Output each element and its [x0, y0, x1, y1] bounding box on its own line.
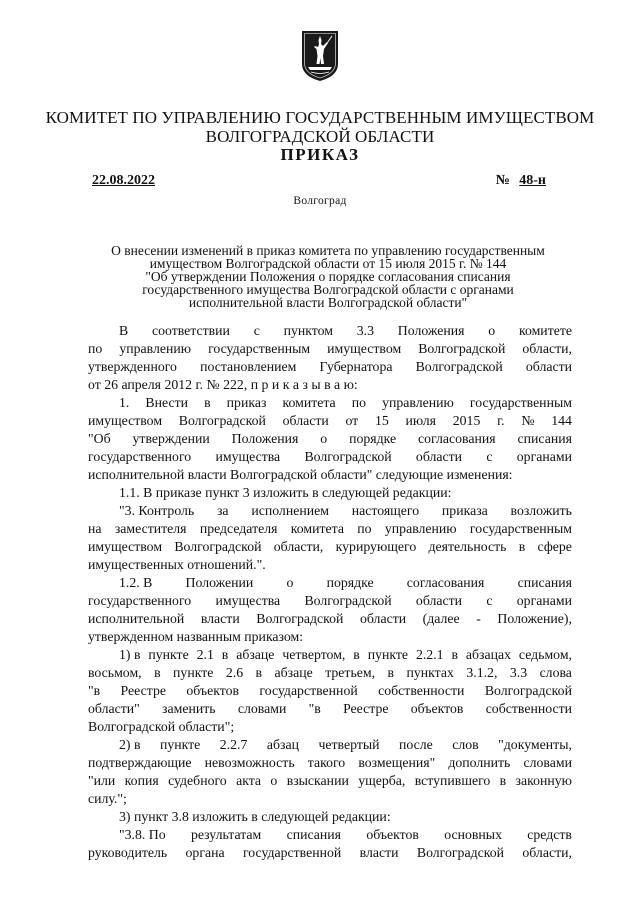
body-word: за — [216, 503, 229, 518]
body-word: дополнить — [448, 755, 511, 770]
body-word: области, — [522, 845, 572, 860]
body-word: законную — [515, 773, 572, 788]
body-word: власти — [359, 845, 399, 860]
body-line — [88, 664, 572, 682]
body-word: соответствии — [151, 323, 230, 338]
body-word: комитета — [282, 395, 336, 410]
body-line — [88, 484, 572, 502]
body-word: словами — [523, 755, 572, 770]
body-word: исполнением — [251, 503, 329, 518]
body-word: четвертый — [318, 737, 380, 752]
body-word: в — [518, 539, 526, 554]
body-word: "или — [88, 773, 116, 788]
body-word: "в — [308, 701, 321, 716]
body-word: государственного — [88, 449, 192, 464]
body-word: взыскании — [286, 773, 349, 788]
body-text: силу."; — [88, 791, 127, 806]
body-word: пунктах — [406, 665, 454, 680]
body-word: объектов — [366, 827, 419, 842]
body-word: органа — [185, 845, 225, 860]
body-word: области — [282, 413, 329, 428]
body-word: настоящего — [351, 503, 420, 518]
body-word: седьмом, — [518, 647, 572, 662]
body-word: результатам — [190, 827, 262, 842]
body-word: имуществом — [88, 539, 163, 554]
body-word: 3.1.2, — [466, 665, 498, 680]
body-word: комитете — [518, 323, 572, 338]
body-word: деятельность — [428, 539, 507, 554]
body-word: собственности — [378, 683, 465, 698]
body-word: 2015 — [452, 413, 481, 428]
body-word: области — [415, 593, 463, 608]
body-text: Волгоградской области"; — [88, 719, 235, 734]
body-word: 15 — [374, 413, 389, 428]
body-word: Положения — [231, 431, 299, 446]
body-line — [88, 376, 572, 394]
body-word: средств — [527, 827, 572, 842]
body-word: государственной — [242, 845, 342, 860]
body-line — [88, 646, 572, 664]
body-word: словами — [237, 701, 287, 716]
body-word: порядке — [326, 575, 374, 590]
body-word: Волгоградской — [256, 611, 344, 626]
body-word: пунктом — [283, 323, 333, 338]
document-type: ПРИКАЗ — [280, 145, 360, 164]
body-word: в — [255, 665, 263, 680]
body-word: списания — [517, 575, 572, 590]
body-word: акта — [236, 773, 262, 788]
subject-line: исполнительной власти Волгоградской области" — [188, 295, 468, 310]
body-line — [88, 628, 572, 646]
document-date: 22.08.2022 — [92, 173, 155, 188]
body-word: В — [119, 323, 129, 338]
body-word: на — [88, 521, 102, 536]
subject-line: "Об утверждении Положения о порядке согласования списания — [145, 269, 511, 284]
body-word: подтверждающие — [88, 755, 192, 770]
body-word: области, — [273, 539, 324, 554]
body-line — [88, 448, 572, 466]
body-word: Внести — [145, 395, 189, 410]
body-word: по — [351, 395, 367, 410]
body-word: области — [525, 359, 572, 374]
body-word: слова — [539, 665, 572, 680]
body-word: власти — [200, 611, 240, 626]
body-text: имущественных отношений.". — [88, 557, 266, 572]
document-city: Волгоград — [293, 195, 347, 207]
body-word: абзаце — [236, 647, 275, 662]
body-word: управлению — [384, 521, 457, 536]
body-word: июля — [405, 413, 437, 428]
body-word: возложить — [510, 503, 572, 518]
body-word: "документы, — [498, 737, 572, 752]
body-word: "в — [88, 683, 101, 698]
body-word: Волгоградской — [484, 683, 572, 698]
body-word: государственным — [469, 521, 572, 536]
body-word: Положения — [397, 323, 465, 338]
body-word: приказ — [226, 395, 267, 410]
body-line — [88, 358, 572, 376]
body-word: в — [499, 773, 507, 788]
body-word: Волгоградской — [418, 341, 506, 356]
body-text: от 26 апреля 2012 г. № 222, п р и к а з ы в а ю: — [88, 377, 358, 392]
body-word: основных — [444, 827, 502, 842]
body-line — [88, 412, 572, 430]
body-word: согласования — [418, 431, 496, 446]
body-word: Волгоградской — [174, 539, 262, 554]
body-word: вступившего — [414, 773, 491, 788]
body-word: в — [204, 395, 211, 410]
body-word: объектов — [410, 701, 464, 716]
body-line — [88, 808, 572, 826]
body-word: имущества — [215, 449, 281, 464]
body-word: пункте — [159, 737, 201, 752]
body-word: Реестре — [343, 701, 389, 716]
body-line — [88, 790, 572, 808]
body-word: Положение), — [497, 611, 572, 626]
body-word: 2) в — [119, 737, 141, 752]
body-word: в — [154, 665, 161, 680]
body-word: 3.3 — [509, 665, 528, 680]
body-word: списания — [517, 431, 572, 446]
body-word: 1.2. В — [119, 575, 153, 590]
body-word: комитета — [290, 521, 344, 536]
body-word: имуществом — [327, 341, 402, 356]
document-subject — [86, 244, 570, 309]
body-word: абзац — [266, 737, 299, 752]
body-word: Положении — [185, 575, 254, 590]
body-line — [88, 466, 572, 484]
body-word: слов — [452, 737, 479, 752]
body-word: третьем, — [325, 665, 376, 680]
body-word: такого — [307, 755, 346, 770]
body-word: - — [476, 611, 481, 626]
body-word: органами — [516, 593, 572, 608]
body-word: объектов — [186, 683, 239, 698]
body-word: в — [451, 647, 458, 662]
body-line — [88, 502, 572, 520]
body-word: с — [486, 449, 493, 464]
body-word: восьмом, — [88, 665, 142, 680]
body-word: области — [415, 449, 463, 464]
body-word: Волгоградской — [178, 413, 266, 428]
body-line — [88, 574, 572, 592]
body-word: с — [253, 323, 260, 338]
body-word: государственного — [88, 593, 192, 608]
body-word: утверждении — [132, 431, 210, 446]
body-text: 1.1. В приказе пункт 3 изложить в следующей редакции: — [119, 485, 452, 500]
body-word: имущества — [215, 593, 281, 608]
body-word: от — [345, 413, 359, 428]
body-word: абзацах — [465, 647, 511, 662]
body-word: пункте — [148, 647, 189, 662]
body-word: судебного — [168, 773, 227, 788]
body-line — [88, 772, 572, 790]
body-word: в — [221, 647, 229, 662]
body-word: о — [270, 773, 278, 788]
body-word: Волгоградской — [304, 449, 392, 464]
body-text: исполнительной власти Волгоградской области" следующие изменения: — [88, 467, 513, 482]
body-word: четвертом, — [282, 647, 346, 662]
body-word: области, — [522, 341, 572, 356]
body-line — [88, 754, 572, 772]
body-word: 3.3 — [356, 323, 375, 338]
body-word: № — [521, 413, 535, 428]
body-word: абзаце — [274, 665, 313, 680]
body-word: копия — [124, 773, 159, 788]
body-word: руководитель — [88, 845, 168, 860]
body-word: исполнительной — [88, 611, 185, 626]
body-line — [88, 826, 572, 844]
body-line — [88, 394, 572, 412]
body-word: Губернатора — [319, 359, 393, 374]
body-word: по — [357, 521, 372, 536]
document-number — [496, 173, 552, 189]
body-word: по — [88, 341, 103, 356]
body-word: порядке — [349, 431, 397, 446]
body-word: о — [286, 575, 294, 590]
body-word: возмещения" — [358, 755, 436, 770]
body-line — [88, 844, 572, 862]
body-word: заместителя — [114, 521, 187, 536]
body-word: управлению — [119, 341, 192, 356]
body-text: утвержденном названным приказом: — [88, 629, 304, 644]
body-word: о — [488, 323, 496, 338]
body-word: органами — [516, 449, 572, 464]
body-word: области — [359, 611, 407, 626]
body-word: 1. — [119, 395, 130, 410]
body-word: ущерба, — [358, 773, 406, 788]
body-line — [88, 592, 572, 610]
body-line — [88, 322, 572, 340]
body-word: 144 — [551, 413, 572, 428]
body-word: "3. Контроль — [119, 503, 195, 518]
body-line — [88, 718, 572, 736]
subject-line: О внесении изменений в приказ комитета по управлению государственным — [111, 243, 545, 258]
number-label: № — [495, 173, 510, 188]
body-word: о — [320, 431, 328, 446]
body-word: приказа — [441, 503, 488, 518]
body-word: согласования — [406, 575, 485, 590]
body-word: управлению — [382, 395, 454, 410]
body-word: имуществом — [88, 413, 163, 428]
body-word: государственной — [259, 683, 358, 698]
body-word: Волгоградской — [304, 593, 392, 608]
body-word: г. — [497, 413, 505, 428]
body-line — [88, 682, 572, 700]
body-word: пункте — [173, 665, 214, 680]
body-word: (далее — [422, 611, 460, 626]
body-word: "3.8. По — [119, 827, 166, 842]
body-word: заменить — [162, 701, 216, 716]
body-word: 2.2.1 — [415, 647, 444, 662]
body-line — [88, 610, 572, 628]
subject-line: имуществом Волгоградской области от 15 июля 2015 г. № 144 — [149, 256, 507, 271]
body-word: государственным — [208, 341, 311, 356]
body-word: 1) в — [119, 647, 141, 662]
body-word: Реестре — [120, 683, 166, 698]
body-word: государственным — [469, 395, 572, 410]
body-word: постановлением — [200, 359, 297, 374]
body-line — [88, 340, 572, 358]
body-word: с — [486, 593, 493, 608]
coat-of-arms-icon — [301, 30, 339, 82]
body-line — [88, 736, 572, 754]
org-name-line1: КОМИТЕТ ПО УПРАВЛЕНИЮ ГОСУДАРСТВЕННЫМ ИМУЩЕСТВОМ — [45, 108, 595, 127]
body-text: 3) пункт 3.8 изложить в следующей редакции: — [119, 809, 391, 824]
body-word: 2.1 — [196, 647, 214, 662]
body-word: утвержденного — [88, 359, 177, 374]
body-word: Волгоградской — [415, 359, 503, 374]
body-word: председателя — [199, 521, 278, 536]
body-word: пункте — [367, 647, 409, 662]
body-word: списания — [286, 827, 341, 842]
body-word: Волгоградской — [416, 845, 505, 860]
subject-line: государственного имущества Волгоградской области с органами — [142, 282, 514, 297]
body-word: в — [387, 665, 395, 680]
number-value: 48-н — [519, 173, 546, 188]
body-word: курирующего — [335, 539, 417, 554]
body-word: области" — [88, 701, 140, 716]
body-word: сфере — [537, 539, 572, 554]
body-word: 2.2.7 — [219, 737, 248, 752]
body-word: собственности — [485, 701, 572, 716]
body-line — [88, 700, 572, 718]
body-line — [88, 430, 572, 448]
body-word: в — [353, 647, 360, 662]
body-line — [88, 520, 572, 538]
body-line — [88, 538, 572, 556]
body-word: "Об — [88, 431, 111, 446]
body-word: 2.6 — [225, 665, 244, 680]
document-body — [88, 322, 572, 862]
body-word: после — [399, 737, 433, 752]
body-word: невозможность — [204, 755, 295, 770]
body-line — [88, 556, 572, 574]
org-name-line2: ВОЛГОГРАДСКОЙ ОБЛАСТИ — [205, 127, 435, 146]
